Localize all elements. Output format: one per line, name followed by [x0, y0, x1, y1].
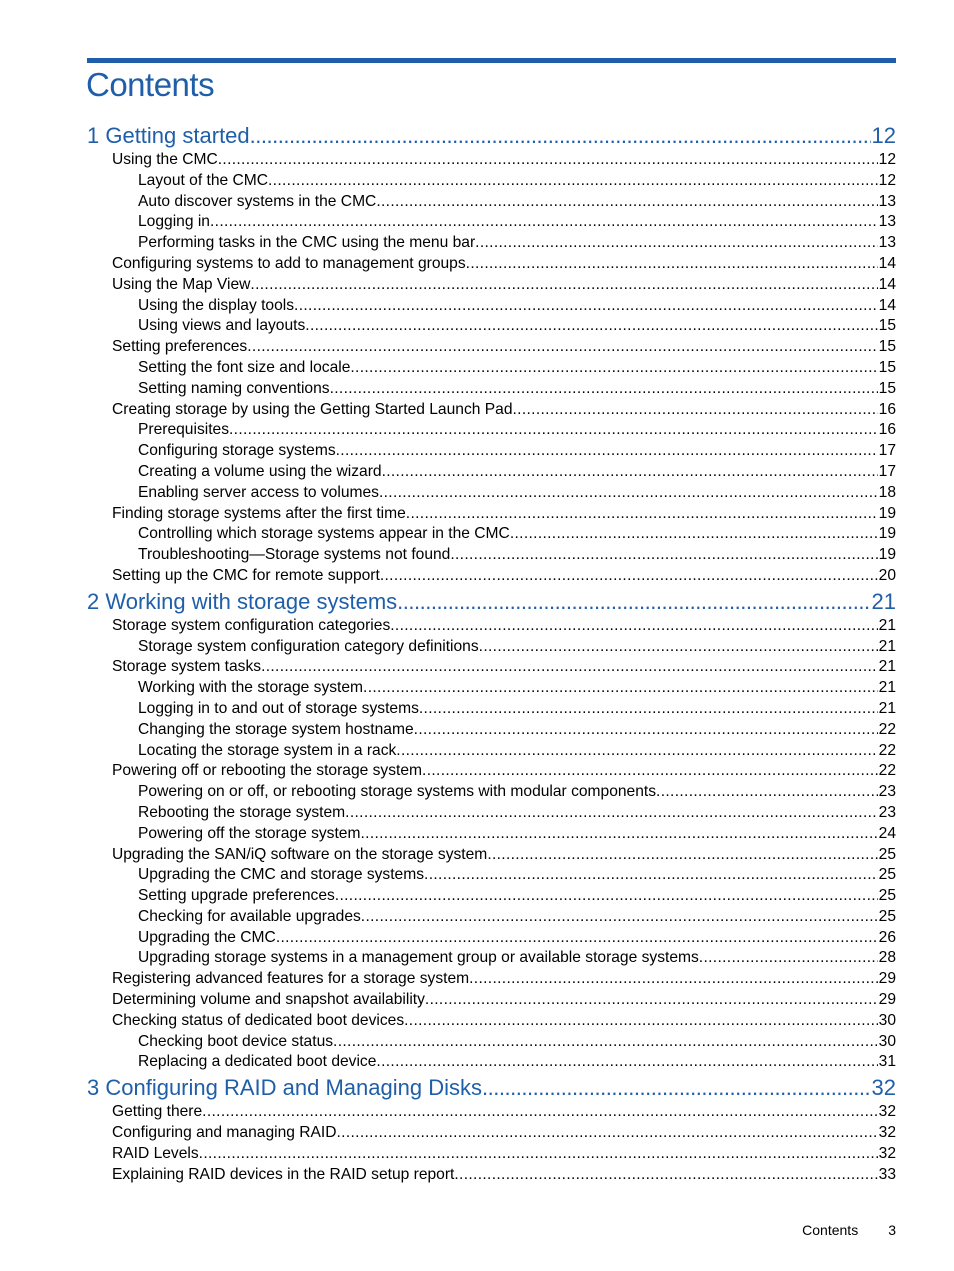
toc-entry[interactable]	[87, 1123, 896, 1144]
dot-leader	[424, 865, 878, 886]
toc-entry[interactable]	[87, 761, 896, 782]
dot-leader	[337, 1123, 878, 1144]
toc-entry[interactable]	[87, 483, 896, 504]
dot-leader	[404, 1011, 878, 1032]
dot-leader	[210, 212, 878, 233]
toc-entry[interactable]	[87, 616, 896, 637]
toc-entry[interactable]	[87, 824, 896, 845]
dot-leader	[380, 566, 878, 587]
toc-entry-page: 32	[878, 1144, 896, 1162]
toc-entry-page: 25	[878, 866, 896, 884]
dot-leader	[469, 969, 878, 990]
toc-entry-title: Configuring systems to add to management groups	[112, 254, 466, 272]
dot-leader	[482, 1074, 871, 1102]
toc-entry[interactable]	[87, 678, 896, 699]
toc-entry[interactable]	[87, 845, 896, 866]
toc-entry[interactable]	[87, 524, 896, 545]
dot-leader	[390, 616, 877, 637]
page-number: 3	[888, 1222, 896, 1238]
toc-entry-page: 22	[878, 741, 896, 759]
toc-entry[interactable]	[87, 316, 896, 337]
toc-entry-title: Layout of the CMC	[138, 171, 269, 189]
dot-leader	[510, 524, 878, 545]
toc-entry-page: 13	[878, 213, 896, 231]
toc-entry-title: Creating a volume using the wizard	[138, 462, 382, 480]
dot-leader	[330, 379, 878, 400]
toc-entry[interactable]	[87, 212, 896, 233]
toc-entry-page: 32	[878, 1103, 896, 1121]
toc-entry[interactable]	[87, 657, 896, 678]
dot-leader	[425, 990, 878, 1011]
dot-leader	[199, 1144, 878, 1165]
toc-entry-page: 16	[878, 421, 896, 439]
toc-entry[interactable]	[87, 990, 896, 1011]
toc-entry-page: 25	[878, 845, 896, 863]
toc-entry-page: 25	[878, 907, 896, 925]
toc-entry[interactable]	[87, 1102, 896, 1123]
toc-entry-title: Using the Map View	[112, 275, 251, 293]
dot-leader	[250, 122, 871, 150]
toc-entry[interactable]	[87, 337, 896, 358]
toc-entry[interactable]	[87, 420, 896, 441]
dot-leader	[218, 150, 878, 171]
toc-entry[interactable]	[87, 150, 896, 171]
toc-entry-title: Using views and layouts	[138, 317, 306, 335]
dot-leader	[350, 358, 877, 379]
toc-entry[interactable]	[87, 699, 896, 720]
toc-entry-title: Checking status of dedicated boot devices	[112, 1011, 405, 1029]
toc-entry-title: Finding storage systems after the first time	[112, 504, 406, 522]
dot-leader	[513, 400, 878, 421]
dot-leader	[454, 1165, 877, 1186]
toc-entry-page: 19	[878, 525, 896, 543]
toc-entry-title: Using the display tools	[138, 296, 295, 314]
toc-entry-title: Upgrading the CMC and storage systems	[138, 866, 425, 884]
toc-entry-page: 19	[878, 546, 896, 564]
toc-entry-page: 23	[878, 803, 896, 821]
dot-leader	[345, 803, 877, 824]
dot-leader	[475, 233, 877, 254]
toc-entry-page: 22	[878, 720, 896, 738]
toc-entry-page: 17	[878, 462, 896, 480]
toc-entry-page: 32	[878, 1124, 896, 1142]
toc-entry-title: Registering advanced features for a storage system	[112, 970, 470, 988]
toc-entry[interactable]	[87, 1144, 896, 1165]
dot-leader	[450, 545, 877, 566]
toc-entry-title: Configuring storage systems	[138, 442, 336, 460]
toc-entry-title: Upgrading the CMC	[138, 928, 276, 946]
toc-entry[interactable]	[87, 741, 896, 762]
dot-leader	[250, 275, 877, 296]
toc-entry-title: Setting upgrade preferences	[138, 887, 335, 905]
toc-entry-title: Using the CMC	[112, 151, 218, 168]
toc-entry-page: 29	[878, 991, 896, 1009]
toc-entry[interactable]	[87, 254, 896, 275]
toc-entry-title: Replacing a dedicated boot device	[138, 1053, 377, 1071]
toc-entry[interactable]	[87, 969, 896, 990]
toc-entry-page: 14	[878, 254, 896, 272]
toc-entry-title: Setting the font size and locale	[138, 358, 351, 376]
toc-entry[interactable]	[87, 358, 896, 379]
toc-entry[interactable]	[87, 545, 896, 566]
toc-entry-page: 24	[878, 824, 896, 842]
toc-entry-title: Locating the storage system in a rack	[138, 741, 397, 759]
dot-leader	[363, 678, 878, 699]
toc-entry[interactable]	[87, 171, 896, 192]
toc-entry[interactable]	[87, 782, 896, 803]
toc-entry-page: 21	[871, 588, 896, 614]
dot-leader	[268, 171, 878, 192]
toc-entry[interactable]	[87, 865, 896, 886]
dot-leader	[229, 420, 878, 441]
toc-entry-title: Enabling server access to volumes	[138, 483, 379, 501]
toc-entry-page: 30	[878, 1011, 896, 1029]
dot-leader	[376, 192, 877, 213]
toc-entry-title: Storage system configuration categories	[112, 616, 391, 634]
toc-entry[interactable]	[87, 637, 896, 658]
toc-entry-title: Creating storage by using the Getting Started Launch Pad	[112, 400, 513, 418]
dot-leader	[294, 296, 878, 317]
toc-chapter-entry[interactable]	[87, 122, 896, 150]
dot-leader	[336, 441, 878, 462]
toc-entry-page: 15	[878, 358, 896, 376]
dot-leader	[202, 1102, 877, 1123]
toc-entry-title: Checking boot device status	[138, 1032, 334, 1050]
toc-entry-page: 12	[878, 151, 896, 168]
toc-entry-page: 21	[878, 699, 896, 717]
toc-entry-title: Setting naming conventions	[138, 379, 330, 397]
toc-entry[interactable]	[87, 504, 896, 525]
dot-leader	[656, 782, 878, 803]
toc-entry-page: 23	[878, 783, 896, 801]
dot-leader	[397, 588, 870, 616]
toc-entry[interactable]	[87, 1032, 896, 1053]
dot-leader	[487, 845, 877, 866]
toc-entry-page: 13	[878, 234, 896, 252]
toc-entry-title: Setting preferences	[112, 338, 248, 356]
dot-leader	[360, 824, 877, 845]
dot-leader	[422, 761, 878, 782]
toc-entry-title: Setting up the CMC for remote support	[112, 566, 380, 584]
toc-entry-page: 20	[878, 566, 896, 584]
toc-entry-title: Prerequisites	[138, 421, 230, 439]
dot-leader	[247, 337, 877, 358]
toc-entry-page: 21	[878, 616, 896, 634]
dot-leader	[419, 699, 878, 720]
toc-entry-page: 18	[878, 483, 896, 501]
toc-entry-title: Logging in to and out of storage systems	[138, 699, 419, 717]
toc-entry-title: Powering on or off, or rebooting storage systems with modular components	[138, 783, 657, 801]
toc-entry-title: Performing tasks in the CMC using the menu bar	[138, 234, 476, 252]
toc-entry-title: Changing the storage system hostname	[138, 720, 414, 738]
toc-entry[interactable]	[87, 1052, 896, 1073]
toc-entry-page: 28	[878, 949, 896, 967]
toc-entry[interactable]	[87, 296, 896, 317]
toc-entry[interactable]	[87, 1011, 896, 1032]
toc-entry[interactable]	[87, 192, 896, 213]
toc-entry-page: 29	[878, 970, 896, 988]
toc-entry-title: Rebooting the storage system	[138, 803, 346, 821]
toc-entry[interactable]	[87, 886, 896, 907]
toc-entry-title: Upgrading storage systems in a management group or available storage systems	[138, 949, 699, 967]
toc-entry-title: RAID Levels	[112, 1144, 199, 1162]
toc-entry-page: 30	[878, 1032, 896, 1050]
toc-entry-page: 16	[878, 400, 896, 418]
toc-entry-page: 14	[878, 275, 896, 293]
toc-entry-page: 15	[878, 379, 896, 397]
toc-entry-page: 33	[878, 1165, 896, 1183]
dot-leader	[361, 907, 878, 928]
toc-entry-title: Upgrading the SAN/iQ software on the storage system	[112, 845, 488, 863]
toc-entry-page: 25	[878, 887, 896, 905]
dot-leader	[414, 720, 878, 741]
toc-entry-title: Storage system tasks	[112, 658, 262, 676]
toc-entry-title: Determining volume and snapshot availability	[112, 991, 425, 1009]
toc-entry-title: Troubleshooting—Storage systems not found	[138, 546, 451, 564]
toc-entry-page: 13	[878, 192, 896, 210]
toc-entry-title: Logging in	[138, 213, 210, 231]
toc-entry-page: 15	[878, 317, 896, 335]
toc-entry-page: 19	[878, 504, 896, 522]
toc-entry-page: 21	[878, 658, 896, 676]
dot-leader	[335, 886, 878, 907]
toc-entry-title: Configuring and managing RAID	[112, 1124, 337, 1142]
toc-entry[interactable]	[87, 948, 896, 969]
page-title: Contents	[86, 66, 215, 103]
toc-entry-page: 26	[878, 928, 896, 946]
dot-leader	[261, 657, 878, 678]
toc-entry-page: 31	[878, 1053, 896, 1071]
toc-entry-title: Storage system configuration category definitions	[138, 637, 479, 655]
toc-chapter-entry[interactable]	[87, 1074, 896, 1102]
toc-entry[interactable]	[87, 720, 896, 741]
toc-entry-title: Getting there	[112, 1103, 203, 1121]
toc-entry-page: 21	[878, 637, 896, 655]
toc-entry[interactable]	[87, 233, 896, 254]
toc-entry[interactable]	[87, 928, 896, 949]
toc-entry-title: Checking for available upgrades	[138, 907, 361, 925]
toc-chapter-entry[interactable]	[87, 588, 896, 616]
toc-entry-title: Powering off or rebooting the storage system	[112, 762, 423, 780]
toc-entry-page: 32	[871, 1075, 896, 1101]
toc-entry-page: 14	[878, 296, 896, 314]
toc-entry-title: 3 Configuring RAID and Managing Disks	[87, 1075, 482, 1101]
table-of-contents	[87, 122, 896, 1185]
dot-leader	[699, 948, 878, 969]
toc-entry-title: Explaining RAID devices in the RAID setup report	[112, 1165, 455, 1183]
toc-entry-page: 22	[878, 762, 896, 780]
dot-leader	[466, 254, 878, 275]
footer-label: Contents	[802, 1222, 859, 1238]
toc-entry[interactable]	[87, 907, 896, 928]
top-rule	[87, 58, 896, 63]
toc-entry-page: 12	[871, 123, 896, 148]
toc-entry[interactable]	[87, 275, 896, 296]
dot-leader	[379, 483, 878, 504]
toc-entry-title: Powering off the storage system	[138, 824, 361, 842]
toc-entry[interactable]	[87, 803, 896, 824]
toc-entry-title: Auto discover systems in the CMC	[138, 192, 377, 210]
toc-entry[interactable]	[87, 441, 896, 462]
toc-entry[interactable]	[87, 566, 896, 587]
dot-leader	[479, 637, 878, 658]
toc-entry[interactable]	[87, 400, 896, 421]
toc-entry-title: 2 Working with storage systems	[87, 588, 398, 614]
toc-entry-title: 1 Getting started	[87, 123, 250, 148]
dot-leader	[305, 316, 877, 337]
dot-leader	[382, 462, 878, 483]
dot-leader	[376, 1052, 877, 1073]
toc-entry-title: Working with the storage system	[138, 679, 364, 697]
toc-entry-page: 12	[878, 171, 896, 189]
toc-entry-page: 21	[878, 679, 896, 697]
dot-leader	[276, 928, 878, 949]
dot-leader	[406, 504, 878, 525]
toc-entry[interactable]	[87, 462, 896, 483]
toc-entry-page: 17	[878, 442, 896, 460]
toc-entry[interactable]	[87, 379, 896, 400]
dot-leader	[396, 741, 877, 762]
toc-entry[interactable]	[87, 1165, 896, 1186]
toc-entry-title: Controlling which storage systems appear in the CMC	[138, 525, 510, 543]
page-footer	[802, 1222, 896, 1238]
toc-entry-page: 15	[878, 338, 896, 356]
dot-leader	[333, 1032, 878, 1053]
